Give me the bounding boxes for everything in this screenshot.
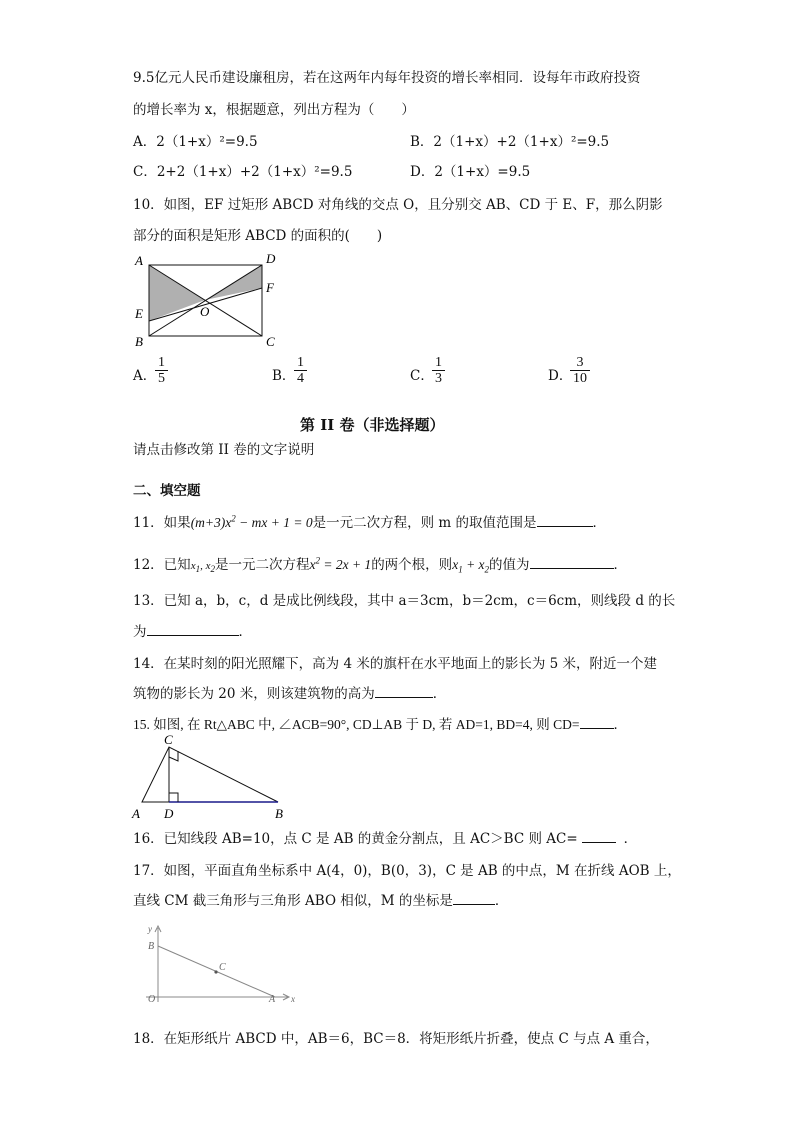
q15-end: ．	[613, 717, 628, 732]
q10-label-a: A	[135, 253, 143, 268]
q14-line2-prefix: 筑物的影长为 20 米，则该建筑物的高为	[133, 686, 375, 702]
q14-line1: 14．在某时刻的阳光照耀下，高为 4 米的旗杆在水平地面上的影长为 5 米，附近一个建	[133, 656, 658, 672]
q16-stem: 16．已知线段 AB=10，点 C 是 AB 的黄金分割点，且 AC＞BC 则 AC=	[133, 831, 578, 847]
q15-right-angle-d	[169, 793, 178, 802]
q17-answer-blank[interactable]	[453, 891, 495, 905]
q11-end: ．	[592, 515, 606, 531]
q18-line1: 18．在矩形纸片 ABCD 中，AB＝6，BC＝8．将矩形纸片折叠，使点 C 与点 A 重合，	[133, 1031, 659, 1047]
q12-mid: 是一元二次方程	[214, 557, 310, 573]
q11-suffix: 是一元二次方程，则 m 的取值范围是	[312, 515, 537, 531]
q15-right-angle-c	[169, 751, 178, 761]
q14-line2	[133, 682, 446, 702]
q12-answer-blank[interactable]	[530, 555, 614, 569]
q12-suffix: 的值为	[489, 557, 530, 573]
fraction-denominator: 10	[573, 371, 587, 386]
q15-triangle-figure	[128, 730, 293, 822]
q10-option-b-letter: B．	[272, 368, 296, 384]
q10-label-o: O	[200, 304, 210, 319]
q12-mid2: 的两个根，则	[371, 557, 453, 573]
fraction-denominator: 5	[158, 371, 165, 386]
q10-stem-line2: 部分的面积是矩形 ABCD 的面积的( )	[133, 228, 383, 244]
q17-coordinate-figure	[138, 922, 308, 1008]
q13-answer-blank[interactable]	[147, 622, 239, 636]
q17-label-c: C	[219, 962, 226, 973]
q9-option-d: D．2（1+x）=9.5	[410, 164, 531, 180]
fraction-denominator: 3	[435, 371, 442, 386]
section-2-note[interactable]: 请点击修改第 II 卷的文字说明	[133, 442, 315, 458]
section-2-title: 第 II 卷（非选择题）	[300, 416, 445, 434]
q10-label-d: D	[266, 251, 276, 266]
q17-label-b: B	[148, 941, 155, 952]
q17-end: ．	[494, 893, 509, 909]
q17-line2-prefix: 直线 CM 截三角形与三角形 ABO 相似，M 的坐标是	[133, 893, 453, 909]
q12-end: ．	[613, 557, 628, 573]
q10-option-c-fraction	[432, 355, 445, 386]
q10-option-c-letter: C．	[410, 368, 434, 384]
q12-equation: $x^2 = 2x + 1$	[309, 555, 372, 572]
q12-prefix: 12．已知	[133, 557, 191, 573]
fraction-numerator: 1	[158, 355, 165, 370]
q17-line2	[133, 889, 508, 909]
q9-stem-line1: 9.5亿元人民币建设廉租房，若在这两年内每年投资的增长率相同．设每年市政府投资	[133, 70, 641, 86]
fraction-numerator: 1	[297, 355, 304, 370]
q10-option-d-fraction	[570, 355, 590, 386]
q14-answer-blank[interactable]	[375, 684, 433, 698]
q11-answer-blank[interactable]	[537, 513, 593, 527]
q15-label-a: A	[132, 806, 140, 821]
q9-stem-line2: 的增长率为 x，根据题意，列出方程为（ ）	[133, 102, 415, 118]
q17-point-c	[214, 970, 217, 973]
q10-option-a-fraction	[155, 355, 168, 386]
q12-expression: $x_1 + x_2$	[452, 557, 490, 575]
q10-option-d-letter: D．	[548, 368, 573, 384]
q15-answer-blank[interactable]	[580, 715, 614, 729]
q10-rectangle-figure	[128, 250, 288, 350]
fraction-denominator: 4	[297, 371, 304, 386]
q16-line	[133, 827, 637, 847]
q10-label-e: E	[135, 306, 143, 321]
q12-roots: $x_1$, $x_2$	[190, 560, 215, 575]
fill-section-title: 二、填空题	[133, 483, 201, 499]
q17-label-a: A	[269, 994, 276, 1005]
q16-end: ．	[623, 831, 638, 847]
q11-line	[133, 511, 606, 531]
q17-label-o: O	[148, 994, 156, 1005]
q11-prefix: 11．如果	[133, 515, 191, 531]
q10-label-f: F	[266, 280, 274, 295]
q15-triangle-abc	[142, 747, 278, 802]
q11-equation: $(m+3)x^2$ − mx + 1 = 0	[190, 513, 313, 530]
q12-line	[133, 553, 627, 575]
q14-end: ．	[432, 686, 447, 702]
q10-option-a-letter: A．	[133, 368, 157, 384]
q9-option-b: B．2（1+x）+2（1+x）²=9.5	[410, 134, 610, 150]
q13-line2-prefix: 为	[133, 624, 147, 640]
q10-label-c: C	[266, 334, 275, 349]
q9-option-c: C．2+2（1+x）+2（1+x）²=9.5	[133, 164, 353, 180]
q13-end: ．	[238, 624, 252, 640]
q17-label-x: x	[291, 994, 295, 1004]
q16-answer-blank[interactable]	[582, 829, 616, 843]
q15-label-c: C	[164, 732, 173, 747]
q15-label-b: B	[275, 806, 283, 821]
q17-line1: 17．如图，平面直角坐标系中 A(4，0)，B(0，3)，C 是 AB 的中点，M 在折线 AOB 上，	[133, 863, 681, 879]
q13-line1: 13．已知 a，b，c，d 是成比例线段，其中 a＝3cm，b＝2cm，c＝6cm，则线段 d 的长	[133, 593, 676, 609]
q10-stem-line1: 10．如图，EF 过矩形 ABCD 对角线的交点 O，且分别交 AB、CD 于 E、F，那么阴影	[133, 197, 663, 213]
q10-option-b-fraction	[294, 355, 307, 386]
q9-option-a: A．2（1+x）²=9.5	[133, 134, 258, 150]
fraction-numerator: 3	[576, 355, 584, 370]
q15-label-d: D	[164, 806, 174, 821]
q10-label-b: B	[135, 334, 143, 349]
q13-line2	[133, 620, 252, 640]
fraction-numerator: 1	[435, 355, 442, 370]
q15-stem: 15. 如图, 在 Rt△ABC 中, ∠ACB=90°, CD⊥AB 于 D, 若 AD=1, BD=4, 则 CD=	[133, 717, 580, 732]
q17-label-y: y	[148, 924, 152, 934]
